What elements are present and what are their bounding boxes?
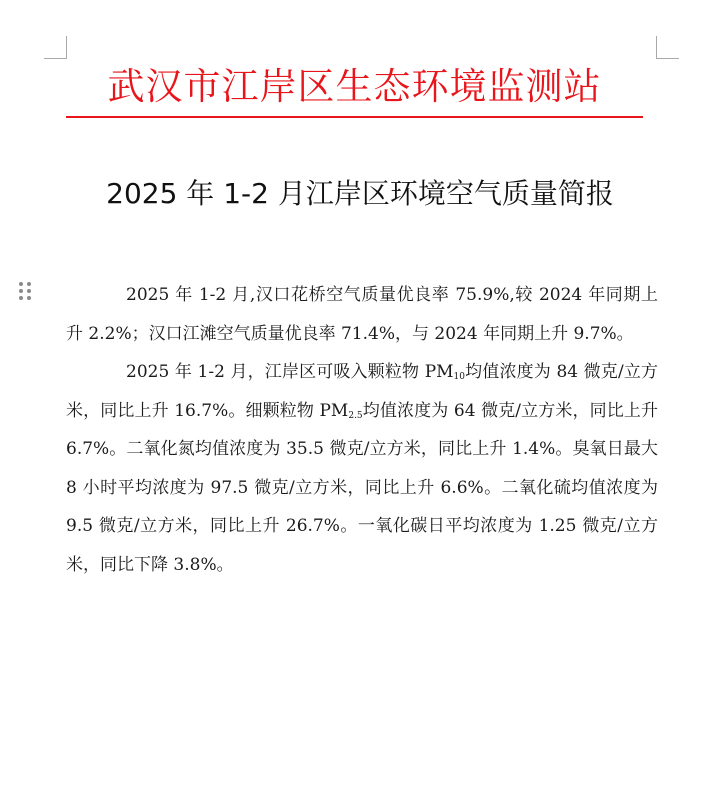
paragraph-aqi-rate[interactable]: 2025 年 1-2 月,汉口花桥空气质量优良率 75.9%,较 2024 年同期上升 2.2%；汉口江滩空气质量优良率 71.4%，与 2024 年同期上升 9.7%。 [66,285,658,344]
paragraph-pollutants-seg1: 2025 年 1-2 月，江岸区可吸入颗粒物 PM [126,362,454,382]
page-corner-mark-top-right [656,36,679,59]
document-title: 2025 年 1-2 月江岸区环境空气质量简报 [106,177,614,210]
letterhead-red-rule [66,116,643,118]
pm25-subscript: 2.5 [348,410,363,421]
paragraph-pollutants-seg2: 均值浓度为 84 微克/立方米，同比上升 16.7%。细颗粒物 PM [66,362,658,421]
letterhead-title: 武汉市江岸区生态环境监测站 [107,65,602,108]
paragraph-pollutants[interactable] [66,353,658,584]
paragraph-pollutants-seg3: 均值浓度为 64 微克/立方米，同比上升 6.7%。二氧化氮均值浓度为 35.5 微克/立方米，同比上升 1.4%。臭氧日最大 8 小时平均浓度为 97.5 微克/立方米，同比上升 6.6%。二氧化硫均值浓度为 9.5 微克/立方米，同比上升 26.7%。一氧化碳日平均浓度为 1.25 微克/立方米，同比下降 3.8%。 [66,400,658,575]
document-body[interactable] [66,276,658,584]
pm10-subscript: 10 [453,372,465,382]
drag-handle-icon[interactable] [19,282,33,302]
page-corner-mark-top-left [44,36,67,59]
